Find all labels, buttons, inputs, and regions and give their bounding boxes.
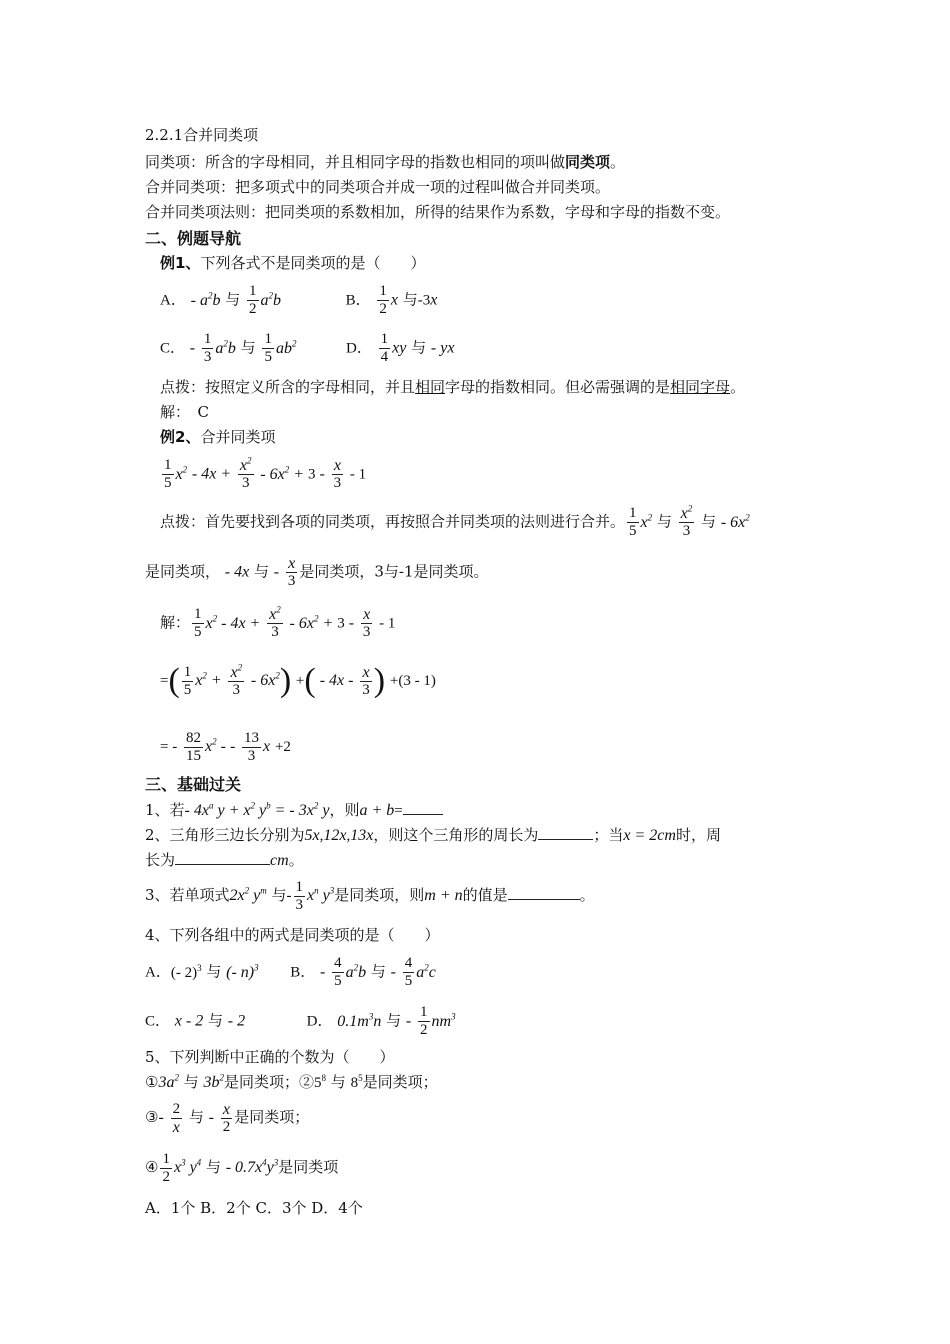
example1-hint: 点拨：按照定义所含的字母相同，并且相同字母的指数相同。但必需强调的是相同字母。 [160, 378, 746, 396]
example1-answer: 解： C [160, 403, 209, 421]
example2-solution-line1: 解： $\frac{1}{5}$ $x^2 - 4x$ + $\frac{x^2}{3}$ - $6x^2 + 3$ - $\frac{x}{3}$ - 1 [160, 604, 396, 640]
example2-hint: 点拨：首先要找到各项的同类项，再按照合并同类项的法则进行合并。 $\frac{1}{5}$ $x^2$ 与 $\frac{x^2}{3}$ 与 - $6x^2$ [160, 503, 750, 539]
question-2: 2、三角形三边长分别为5x,12x,13x，则这个三角形的周长为 ；当x = 2cm时，周 [145, 826, 721, 844]
heading-basics: 三、基础过关 [145, 775, 242, 794]
example1-options-cd: C． - $\frac{1}{3}$ $a^2b$ 与 $\frac{1}{5}$ $ab^2$ D． $\frac{1}{4}$ xy 与 - yx [160, 331, 455, 365]
question-5-item-1-2: $①3a^2$ 与 $3b^2$是同类项；$②5^8$ 与 $8^5$是同类项； [145, 1072, 438, 1091]
question-3: 3、若单项式$2x^2$ $y^m$ 与- $\frac{1}{3}$ $x^n$ $y^3$是同类项，则m + n的值是 。 [145, 878, 595, 913]
example1-options-ab: A． - $a^2b$ 与 $\frac{1}{2}$ $a^2b$ B． $\frac{1}{2}$ x 与-3x [160, 283, 438, 317]
question-4-options-ab: A．(- 2)$^3$ 与 (- n)$^3$ B． - $\frac{4}{5}$ $a^2b$ 与 - $\frac{4}{5}$ $a^2c$ [145, 955, 436, 989]
question-5-item-4: ④ $\frac{1}{2}$ $x^3$ $y^4$ 与 - $0.7x^4y^3$是同类项 [145, 1150, 339, 1185]
definition-like-terms: 同类项：所含的字母相同，并且相同字母的指数也相同的项叫做同类项。 [145, 153, 626, 171]
question-2-cont: 长为 cm。 [145, 851, 304, 869]
example2-question: 例2、合并同类项 [160, 428, 276, 446]
question-4: 4、下列各组中的两式是同类项的是（ ） [145, 926, 440, 944]
example2-solution-line3: = - $\frac{82}{15}$ $x^2$ - - $\frac{13}{3}$ x +2 [160, 729, 291, 764]
question-1: 1、若- $4x^a$ $y + x^2$ $y^b$ = - $3x^2$ y，则a + b= [145, 800, 443, 821]
example2-solution-line2: =( $\frac{1}{5}$ $x^2$ + $\frac{x^2}{3}$ - $6x^2$) +( - 4x - $\frac{x}{3}$ ) +(3 - 1) [160, 662, 436, 699]
definition-rule: 合并同类项法则：把同类项的系数相加，所得的结果作为系数，字母和字母的指数不变。 [145, 203, 731, 221]
definition-combine: 合并同类项：把多项式中的同类项合并成一项的过程叫做合并同类项。 [145, 178, 611, 196]
answer-blank[interactable] [175, 850, 270, 865]
answer-blank[interactable] [508, 885, 580, 900]
answer-blank[interactable] [403, 800, 443, 815]
question-5-options: A．1个 B．2个 C．3个 D．4个 [145, 1199, 363, 1217]
question-4-options-cd: C． x - 2 与 - 2 D． $0.1m^3n$ 与 - $\frac{1}{2}$ $nm^3$ [145, 1004, 456, 1038]
answer-blank[interactable] [538, 825, 593, 840]
example1-question: 例1、下列各式不是同类项的是（ ） [160, 254, 426, 272]
example2-hint-cont: 是同类项， - 4x 与 - $\frac{x}{3}$ 是同类项，3与-1是同类项。 [145, 555, 489, 589]
example2-expression: $\frac{1}{5}$ $x^2 - 4x$ + $\frac{x^2}{3}$ - $6x^2 + 3$ - $\frac{x}{3}$ - 1 [164, 455, 367, 491]
question-5: 5、下列判断中正确的个数为（ ） [145, 1048, 395, 1066]
question-5-item-3: ③- $\frac{2}{x}$ 与 - $\frac{x}{2}$ 是同类项； [145, 1100, 310, 1136]
heading-examples: 二、例题导航 [145, 229, 242, 248]
section-title: 2.2.1合并同类项 [145, 126, 259, 144]
